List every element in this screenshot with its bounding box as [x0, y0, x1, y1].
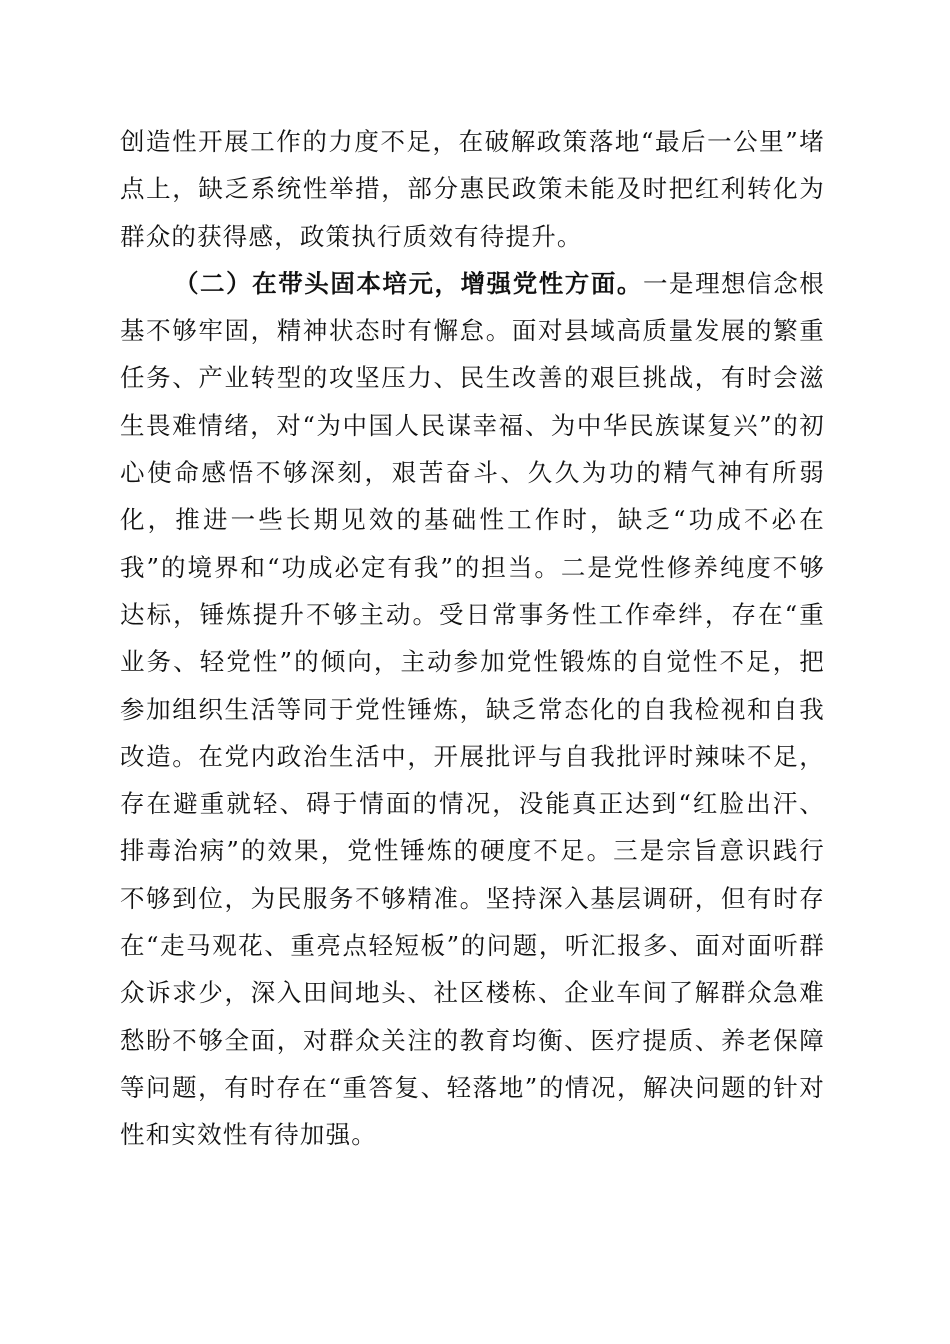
- document-body: [120, 118, 825, 1159]
- section-body-text: 一是理想信念根基不够牢固，精神状态时有懈怠。面对县域高质量发展的繁重任务、产业转型的攻坚压力、民生改善的艰巨挑战，有时会滋生畏难情绪，对“为中国人民谋幸福、为中华民族谋复兴”的初心使命感悟不够深刻，艰苦奋斗、久久为功的精气神有所弱化，推进一些长期见效的基础性工作时，缺乏“功成不必在我”的境界和“功成必定有我”的担当。二是党性修养纯度不够达标，锤炼提升不够主动。受日常事务性工作牵绊，存在“重业务、轻党性”的倾向，主动参加党性锻炼的自觉性不足，把参加组织生活等同于党性锤炼，缺乏常态化的自我检视和自我改造。在党内政治生活中，开展批评与自我批评时辣味不足，存在避重就轻、碍于情面的情况，没能真正达到“红脸出汗、排毒治病”的效果，党性锤炼的硬度不足。三是宗旨意识践行不够到位，为民服务不够精准。坚持深入基层调研，但有时存在“走马观花、重亮点轻短板”的问题，听汇报多、面对面听群众诉求少，深入田间地头、社区楼栋、企业车间了解群众急难愁盼不够全面，对群众关注的教育均衡、医疗提质、养老保障等问题，有时存在“重答复、轻落地”的情况，解决问题的针对性和实效性有待加强。: [120, 268, 825, 1150]
- paragraph-section-two: [120, 260, 825, 1159]
- paragraph-continuation: 创造性开展工作的力度不足，在破解政策落地“最后一公里”堵点上，缺乏系统性举措，部分惠民政策未能及时把红利转化为群众的获得感，政策执行质效有待提升。: [120, 127, 825, 251]
- section-heading: （二）在带头固本培元，增强党性方面。: [174, 268, 643, 298]
